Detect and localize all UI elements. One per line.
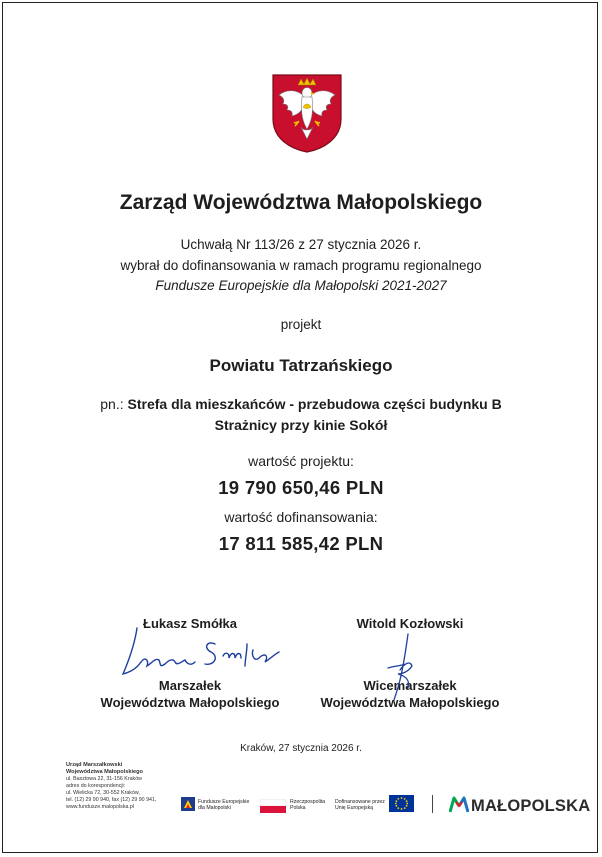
logo-text: Fundusze Europejskie (198, 799, 250, 805)
logo-text: Polska (290, 805, 306, 811)
malopolska-brand-icon (449, 795, 469, 813)
project-label: projekt (280, 317, 322, 332)
signatory-role: Wicemarszałek (363, 678, 457, 693)
polish-flag-icon (260, 799, 286, 813)
office-address-line: ul. Basztowa 22, 31-156 Kraków (66, 776, 142, 782)
issue-date: Kraków, 27 stycznia 2026 r. (240, 743, 362, 754)
office-name: Urząd Marszałkowski (66, 762, 123, 768)
logo-text: Dofinansowane przez (335, 799, 385, 805)
handwritten-signature-icon (378, 630, 428, 702)
eu-funding-label (335, 799, 385, 811)
project-title-prefix: pn.: (100, 396, 128, 412)
beneficiary-name: Powiatu Tatrzańskiego (209, 356, 393, 375)
program-name: Fundusze Europejskie dla Małopolski 2021-2027 (155, 278, 447, 293)
malopolska-eagle-crest-icon (271, 73, 343, 153)
project-title-text: Strefa dla mieszkańców - przebudowa części budynku B (127, 396, 502, 412)
signatory-name: Łukasz Smółka (143, 616, 237, 631)
project-title-line (0, 396, 602, 412)
signatory-name: Witold Kozłowski (356, 616, 464, 631)
office-website: www.fundusze.malopolska.pl (66, 804, 135, 810)
logo-text: Unię Europejską (335, 805, 374, 811)
signatory-role: Marszałek (158, 678, 222, 693)
project-value: 19 790 650,46 PLN (218, 477, 384, 498)
project-title-line: Strażnicy przy kinie Sokół (214, 417, 388, 433)
project-value-label: wartość projektu: (248, 453, 354, 469)
office-address-line: ul. Wielicka 72, 30-552 Kraków, (66, 790, 140, 796)
logo-text: Rzeczpospolita (290, 799, 326, 805)
fundusze-europejskie-label (198, 799, 249, 811)
office-name: Województwa Małopolskiego (66, 769, 143, 775)
issuer-title: Zarząd Województwa Małopolskiego (119, 191, 483, 214)
handwritten-signature-icon (115, 622, 285, 684)
funding-value-label: wartość dofinansowania: (224, 509, 378, 525)
funding-value: 17 811 585,42 PLN (218, 533, 384, 554)
logo-divider (432, 795, 433, 813)
fundusze-europejskie-logo-icon (181, 797, 195, 811)
office-phone: tel. (12) 29 90 940, fax (12) 29 90 941, (66, 797, 157, 803)
resolution-line: wybrał do dofinansowania w ramach programu regionalnego (120, 258, 482, 273)
office-address-line: adres do korespondencji: (66, 783, 126, 789)
signatory-role: Województwa Małopolskiego (100, 695, 280, 710)
logo-text: dla Małopolski (198, 805, 231, 811)
rzeczpospolita-label (290, 799, 325, 811)
office-address (66, 762, 156, 811)
malopolska-brand-text: MAŁOPOLSKA (471, 797, 591, 815)
eu-flag-icon (389, 795, 414, 812)
resolution-line: Uchwałą Nr 113/26 z 27 stycznia 2026 r. (180, 237, 422, 252)
signatory-role: Województwa Małopolskiego (320, 695, 500, 710)
